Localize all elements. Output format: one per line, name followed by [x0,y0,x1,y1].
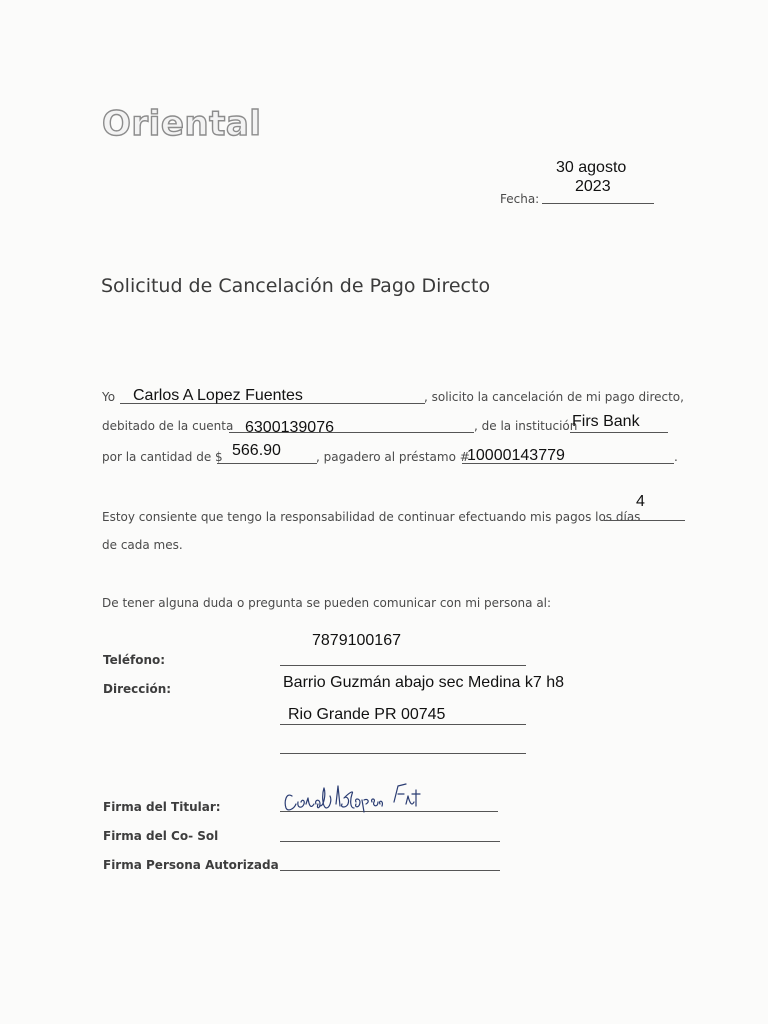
days-text: Estoy consiente que tengo la responsabilidad de continuar efectuando mis pagos los días [102,510,641,524]
contact-text: De tener alguna duda o pregunta se pueden comunicar con mi persona al: [102,596,552,610]
cantidad-label: por la cantidad de $ [102,450,223,464]
amount-field[interactable]: 566.90 [232,442,281,459]
institution-field[interactable]: Firs Bank [572,413,640,430]
cosol-label: Firma del Co- Sol [103,829,219,843]
institution-line [570,432,668,433]
prestamo-label: , pagadero al préstamo # [316,450,470,464]
line1-suffix: , solicito la cancelación de mi pago directo, [424,390,684,404]
address-label: Dirección: [103,682,172,696]
titular-label: Firma del Titular: [103,800,221,814]
form-title: Solicitud de Cancelación de Pago Directo [101,275,491,297]
days-suffix: de cada mes. [102,538,183,552]
address-line1-field[interactable]: Barrio Guzmán abajo sec Medina k7 h8 [283,674,565,691]
days-line [604,520,685,521]
autorizada-line [280,870,500,871]
phone-line [280,665,526,666]
cuenta-label: debitado de la cuenta [102,419,234,433]
phone-label: Teléfono: [103,653,166,667]
amount-line [217,463,317,464]
loan-field[interactable]: 10000143779 [467,447,565,464]
fecha-label: Fecha: [500,192,540,206]
date-day-month: 30 agosto [556,159,627,176]
yo-label: Yo [102,390,116,404]
cosol-line [280,841,500,842]
fecha-line [542,203,654,204]
phone-field[interactable]: 7879100167 [312,632,401,649]
autorizada-label: Firma Persona Autorizada [103,858,279,872]
line3-end: . [674,450,678,464]
days-field[interactable]: 4 [636,493,645,510]
institucion-label: , de la institución [474,419,578,433]
titular-signature [280,780,430,814]
account-field[interactable]: 6300139076 [245,419,334,436]
address-line2-underline [280,724,526,725]
oriental-logo: Oriental [102,104,262,144]
address-line3-underline [280,753,526,754]
address-line2-field[interactable]: Rio Grande PR 00745 [288,706,446,723]
name-field[interactable]: Carlos A Lopez Fuentes [133,387,303,404]
date-year: 2023 [575,178,611,195]
